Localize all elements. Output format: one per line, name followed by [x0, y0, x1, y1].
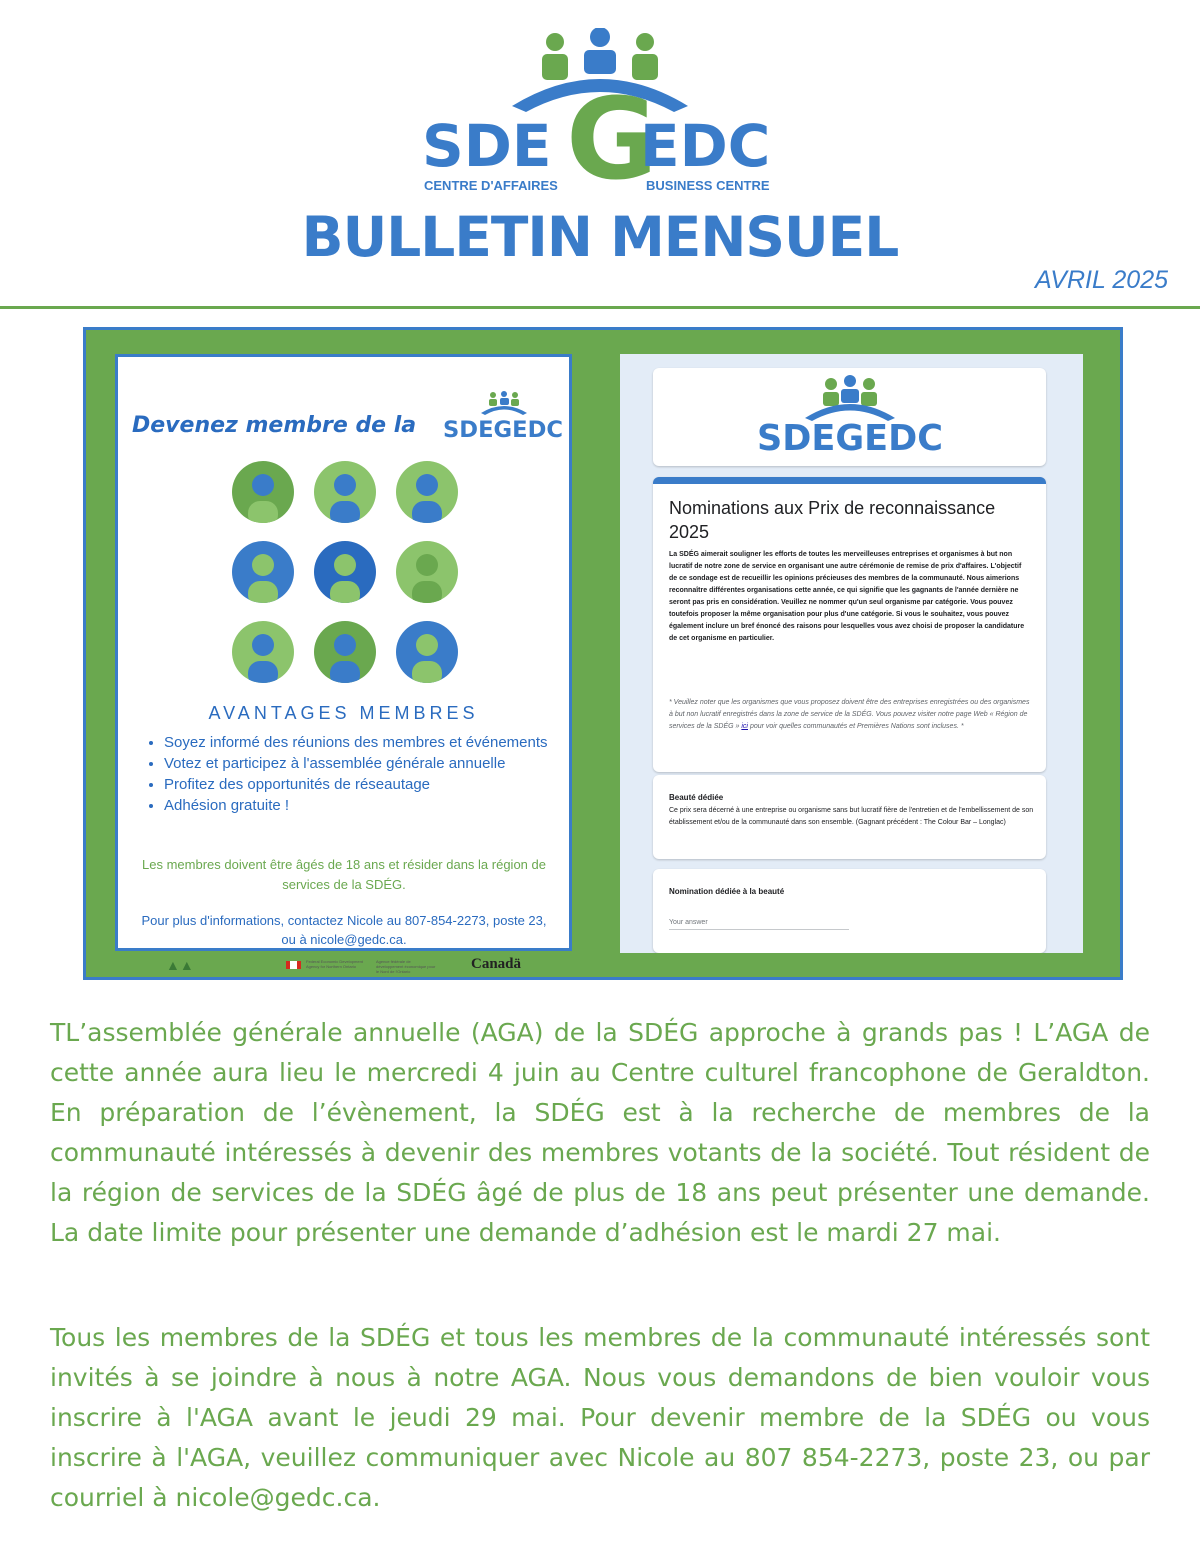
avatar	[314, 541, 376, 603]
agency-en: Federal Economic Development Agency for Northern Ontario	[306, 959, 363, 969]
question-title: Nomination dédiée à la beauté	[669, 887, 785, 896]
avatar	[396, 541, 458, 603]
bulletin-title: BULLETIN MENSUEL	[301, 205, 899, 269]
answer-input[interactable]: Your answer	[669, 919, 849, 930]
agm-invitation-paragraph: Tous les membres de la SDÉG et tous les membres de la communauté intéressés sont invités à se joindre à nous à notre AGA. Nous vous demandons de bien vouloir vous inscrire à l'AGA avant le jeudi 29 mai. Pour devenir membre de la SDÉG ou vous inscrire à l'AGA, veuillez communiquer avec Nicole au 807 854-2273, poste 23, ou par courriel à nicole@gedc.ca.	[50, 1323, 1150, 1512]
form-logo-text: SDEGEDC	[757, 418, 943, 459]
nomination-form-screenshot	[620, 354, 1083, 953]
form-note-link[interactable]: ici	[741, 723, 748, 730]
canada-wordmark: Canadä	[471, 956, 522, 972]
logo-sub-en: BUSINESS CENTRE	[646, 178, 770, 193]
form-question-card	[653, 869, 1046, 953]
avatar	[314, 461, 376, 523]
advantages-title: AVANTAGES MEMBRES	[208, 703, 479, 723]
eligibility-note: Les membres doivent être âgés de 18 ans et résider dans la région de services de la SDÉG.	[142, 857, 546, 892]
avatar	[396, 621, 458, 683]
advantage-item: • Soyez informé des réunions des membres et événements	[164, 732, 574, 753]
header-divider	[0, 306, 1200, 309]
flyer-heading: Devenez membre de la	[132, 413, 417, 438]
agency-fr: Agence fédérale de développement économique pour le Nord de l'Ontario	[376, 959, 436, 974]
image-panel	[83, 327, 1123, 980]
flyer-logo-text: SDEGEDC	[443, 418, 563, 443]
member-avatars	[232, 461, 462, 681]
logo-sde: SDE	[422, 112, 552, 180]
form-intro-card	[653, 477, 1046, 772]
form-description: La SDÉG aimerait souligner les efforts de toutes les merveilleuses entreprises et organismes à but non lucratif de notre zone de service en organisant une autre cérémonie de remise de prix d'affaires. L'objectif de ce sondage est de recueillir les opinions précieuses des membres de la communauté. Nous aimerions reconnaître différentes organisations cette année, ce qui signifie que les gagnants de l'année dernière ne seront pas pris en considération. Veuillez ne nommer qu'un seul organisme par catégorie. Vous pouvez toutefois proposer la même organisation pour plus d'une catégorie. Si vous le souhaitez, vous pouvez également inclure un bref énoncé des raisons pour lesquelles vous avez choisi de proposer la candidature de cet organisme en particulier.	[669, 551, 1025, 642]
form-title: Nominations aux Prix de reconnaissance 2025	[669, 498, 996, 542]
form-note-text: * Veuillez noter que les organismes que vous proposez doivent être des entreprises enregistrées ou des organismes à but non lucratif enregistrés dans la zone de service de la SDÉG. Vous pouvez visiter notre page Web « Région de services de la SDÉG »	[669, 699, 1030, 730]
avatar	[314, 621, 376, 683]
flyer-contact: Pour plus d'informations, contactez Nicole au 807-854-2273, poste 23, ou à nicole@gedc.ca.	[141, 913, 547, 947]
sdegedc-logo	[420, 28, 780, 196]
avatar	[232, 541, 294, 603]
logo-sub-fr: CENTRE D'AFFAIRES	[424, 178, 558, 193]
canada-flag-icon	[286, 961, 301, 969]
logo-edc: EDC	[640, 112, 771, 180]
advantages-list	[146, 732, 574, 816]
people-icon	[542, 28, 658, 80]
advantage-item: • Adhésion gratuite !	[164, 795, 574, 816]
form-note-text-end: pour voir quelles communautés et Premières Nations sont incluses. *	[749, 723, 964, 730]
agm-announcement-paragraph: TL’assemblée générale annuelle (AGA) de la SDÉG approche à grands pas ! L’AGA de cette année aura lieu le mercredi 4 juin au Centre culturel francophone de Geraldton. En préparation de l’évènement, la SDÉG est à la recherche de membres de la communauté intéressés à devenir des membres votants de la société. Tout résident de la région de services de la SDÉG âgé de plus de 18 ans peut présenter une demande. La date limite pour présenter une demande d’adhésion est le mardi 27 mai.	[50, 1018, 1150, 1247]
advantage-item: • Profitez des opportunités de réseautage	[164, 774, 574, 795]
issue-date: AVRIL 2025	[1035, 266, 1168, 294]
membership-flyer	[115, 354, 572, 974]
form-header-card	[653, 368, 1046, 466]
avatar	[396, 461, 458, 523]
section-description: Ce prix sera décerné à une entreprise ou organisme sans but lucratif fière de l'entretien et de l'embellissement de son établissement et/ou de la communauté dans son ensemble. (Gagnant précédent : The Colour Bar – Longlac)	[669, 807, 1034, 826]
avatar	[232, 461, 294, 523]
form-section-card	[653, 775, 1046, 859]
logo-g: G	[566, 75, 658, 196]
flyer-footer	[166, 953, 556, 979]
avatar	[232, 621, 294, 683]
section-title: Beauté dédiée	[669, 793, 724, 802]
advantage-item: • Votez et participez à l'assemblée générale annuelle	[164, 753, 574, 774]
form-note	[669, 697, 1031, 733]
form-logo	[755, 372, 945, 462]
triangles-logo-icon: ▲▲	[166, 957, 194, 973]
flyer-logo	[443, 389, 565, 447]
